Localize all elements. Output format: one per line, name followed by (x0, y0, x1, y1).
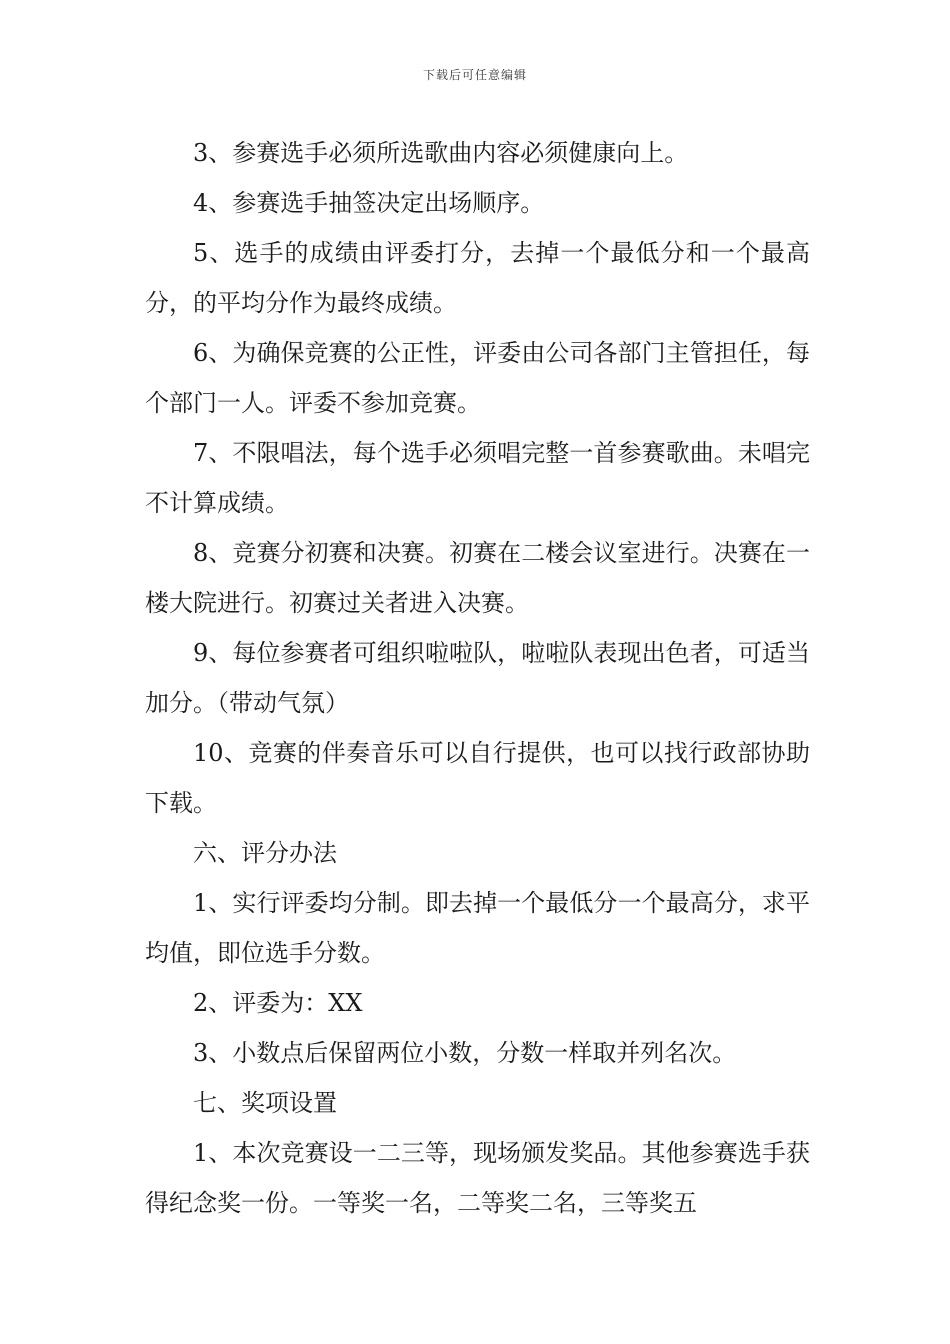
scoring-item-2: 2、评委为：XX (193, 989, 363, 1017)
awards-item-1: 1、本次竞赛设一二三等，现场颁发奖品。其他参赛选手获得纪念奖一份。一等奖一名，二等奖二名，三等奖五 (145, 1139, 810, 1217)
rule-item-5: 5、选手的成绩由评委打分，去掉一个最低分和一个最高分，的平均分作为最终成绩。 (145, 239, 810, 317)
rule-item-3: 3、参赛选手必须所选歌曲内容必须健康向上。 (193, 139, 689, 167)
scoring-item-3: 3、小数点后保留两位小数，分数一样取并列名次。 (193, 1039, 737, 1067)
rule-item-8: 8、竞赛分初赛和决赛。初赛在二楼会议室进行。决赛在一楼大院进行。初赛过关者进入决赛。 (145, 539, 810, 617)
section-heading-awards: 七、奖项设置 (193, 1089, 337, 1117)
rule-item-9: 9、每位参赛者可组织啦啦队，啦啦队表现出色者，可适当加分。（带动气氛） (145, 639, 810, 717)
scoring-item-1: 1、实行评委均分制。即去掉一个最低分一个最高分，求平均值，即位选手分数。 (145, 889, 810, 967)
rule-item-6: 6、为确保竞赛的公正性，评委由公司各部门主管担任，每个部门一人。评委不参加竞赛。 (145, 339, 810, 417)
section-heading-scoring: 六、评分办法 (193, 839, 337, 867)
rule-item-10: 10、竞赛的伴奏音乐可以自行提供，也可以找行政部协助下载。 (145, 739, 810, 817)
rule-item-4: 4、参赛选手抽签决定出场顺序。 (193, 189, 545, 217)
page-header: 下载后可任意编辑 (422, 68, 527, 82)
rule-item-7: 7、不限唱法，每个选手必须唱完整一首参赛歌曲。未唱完不计算成绩。 (145, 439, 810, 517)
document-body (145, 128, 810, 1228)
